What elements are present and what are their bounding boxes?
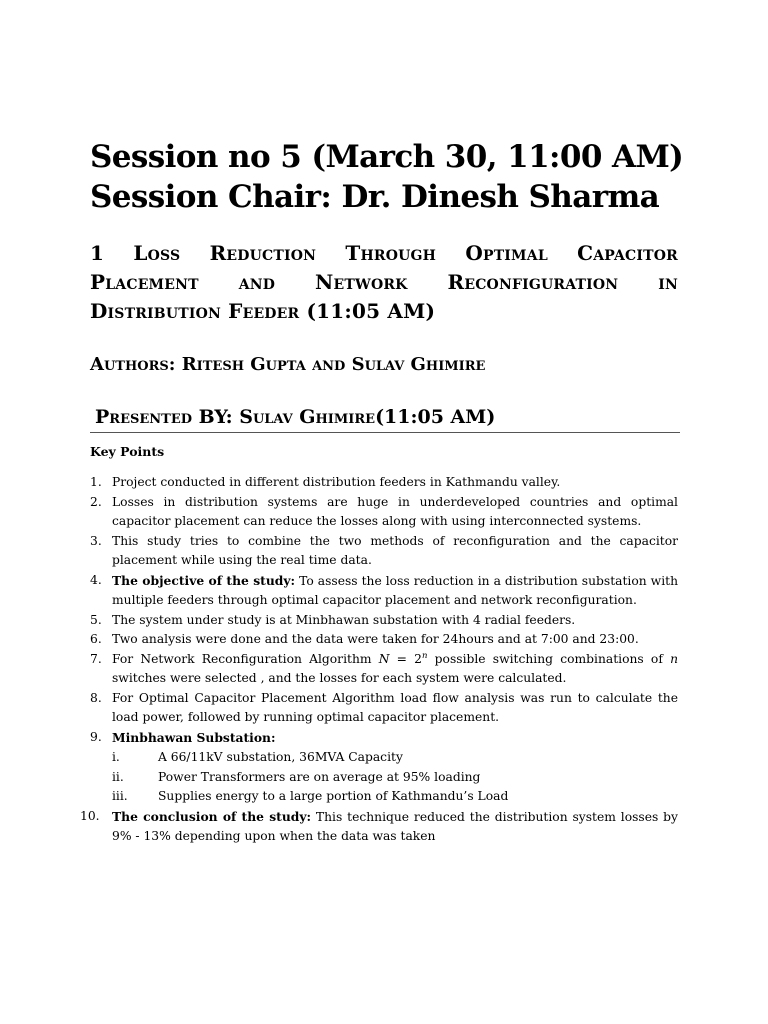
item-number: 2. bbox=[90, 494, 102, 509]
sub-item-number: iii. bbox=[112, 789, 128, 803]
session-chair: Session Chair: Dr. Dinesh Sharma bbox=[90, 179, 660, 215]
sub-item-number: ii. bbox=[112, 769, 124, 784]
item-text: For Optimal Capacitor Placement Algorithm load flow analysis was run to calculate the load power, followed by running optimal capacitor placement. bbox=[112, 690, 678, 724]
item-text: Losses in distribution systems are huge in underdeveloped countries and optimal capacitor placement can reduce the losses along with using interconnected systems. bbox=[112, 494, 678, 528]
list-item bbox=[90, 473, 678, 493]
item-text: Two analysis were done and the data were taken for 24hours and at 7:00 and 23:00. bbox=[112, 632, 639, 646]
key-points-list bbox=[80, 473, 678, 847]
list-item bbox=[80, 807, 678, 847]
session-header bbox=[90, 137, 730, 217]
item-text bbox=[112, 728, 678, 749]
item-number: 9. bbox=[90, 729, 102, 744]
sub-item-text: Power Transformers are on average at 95% loading bbox=[158, 769, 481, 784]
item-text-after: switches were selected , and the losses for each system were calculated. bbox=[112, 671, 567, 685]
list-item bbox=[90, 630, 678, 650]
paper-title: 1 Loss Reduction Through Optimal Capacitor Placement and Network Reconfiguration in Distribution Feeder (11:05 AM) bbox=[90, 241, 678, 323]
authors-line bbox=[90, 352, 690, 378]
item-text-before: For Network Reconfiguration Algorithm bbox=[112, 651, 379, 666]
substation-details-list bbox=[112, 748, 678, 807]
item-text: Project conducted in different distribution feeders in Kathmandu valley. bbox=[112, 475, 561, 489]
item-number: 3. bbox=[90, 533, 102, 548]
math-equals-two: = 2 bbox=[389, 651, 422, 666]
list-item bbox=[90, 650, 678, 689]
item-bold-label: Minbhawan Substation: bbox=[112, 729, 276, 745]
item-number: 1. bbox=[90, 475, 102, 489]
item-text-mid: possible switching combinations of bbox=[427, 651, 671, 666]
list-item bbox=[90, 532, 678, 571]
item-text: The system under study is at Minbhawan substation with 4 radial feeders. bbox=[112, 612, 576, 627]
item-number: 7. bbox=[90, 651, 102, 666]
sub-list-item bbox=[112, 787, 678, 807]
item-body: This technique reduced the distribution system losses by 9% - 13% depending upon when the data was taken bbox=[112, 809, 678, 843]
sub-item-text: A 66/11kV substation, 36MVA Capacity bbox=[158, 750, 403, 764]
item-number: 4. bbox=[90, 572, 102, 587]
item-bold-label: The conclusion of the study: bbox=[112, 808, 312, 824]
authors-label: Authors: bbox=[90, 354, 176, 375]
item-number: 10. bbox=[80, 808, 100, 823]
list-item bbox=[90, 689, 678, 728]
item-body: To assess the loss reduction in a distribution substation with multiple feeders through optimal capacitor placement and network reconfiguration. bbox=[112, 573, 678, 607]
math-exponent-n: n bbox=[422, 650, 428, 661]
math-variable-N: N bbox=[378, 651, 390, 666]
presented-by-line bbox=[95, 403, 695, 431]
item-number: 8. bbox=[90, 690, 102, 705]
list-item bbox=[90, 571, 678, 611]
item-text bbox=[112, 571, 678, 611]
list-item bbox=[90, 728, 678, 807]
sub-list-item bbox=[112, 768, 678, 788]
list-item bbox=[90, 611, 678, 631]
session-title: Session no 5 (March 30, 11:00 AM) bbox=[90, 139, 684, 175]
item-text bbox=[112, 650, 678, 689]
item-number: 5. bbox=[90, 612, 102, 627]
key-points-heading: Key Points bbox=[90, 444, 165, 459]
section-divider bbox=[90, 432, 680, 433]
presenter-name: Sulav Ghimire bbox=[239, 406, 376, 428]
item-text bbox=[112, 807, 678, 847]
authors-names: Ritesh Gupta and Sulav Ghimire bbox=[181, 354, 486, 375]
math-variable-n: n bbox=[670, 651, 678, 666]
presentation-time: (11:05 AM) bbox=[375, 406, 496, 428]
item-number: 6. bbox=[90, 632, 102, 646]
presented-label: Presented BY: bbox=[95, 406, 233, 428]
item-bold-label: The objective of the study: bbox=[112, 572, 296, 588]
sub-item-text: Supplies energy to a large portion of Kathmandu’s Load bbox=[158, 789, 509, 803]
sub-list-item bbox=[112, 748, 678, 768]
sub-item-number: i. bbox=[112, 750, 120, 764]
list-item bbox=[90, 493, 678, 532]
item-text: This study tries to combine the two methods of reconfiguration and the capacitor placement while using the real time data. bbox=[112, 533, 678, 567]
